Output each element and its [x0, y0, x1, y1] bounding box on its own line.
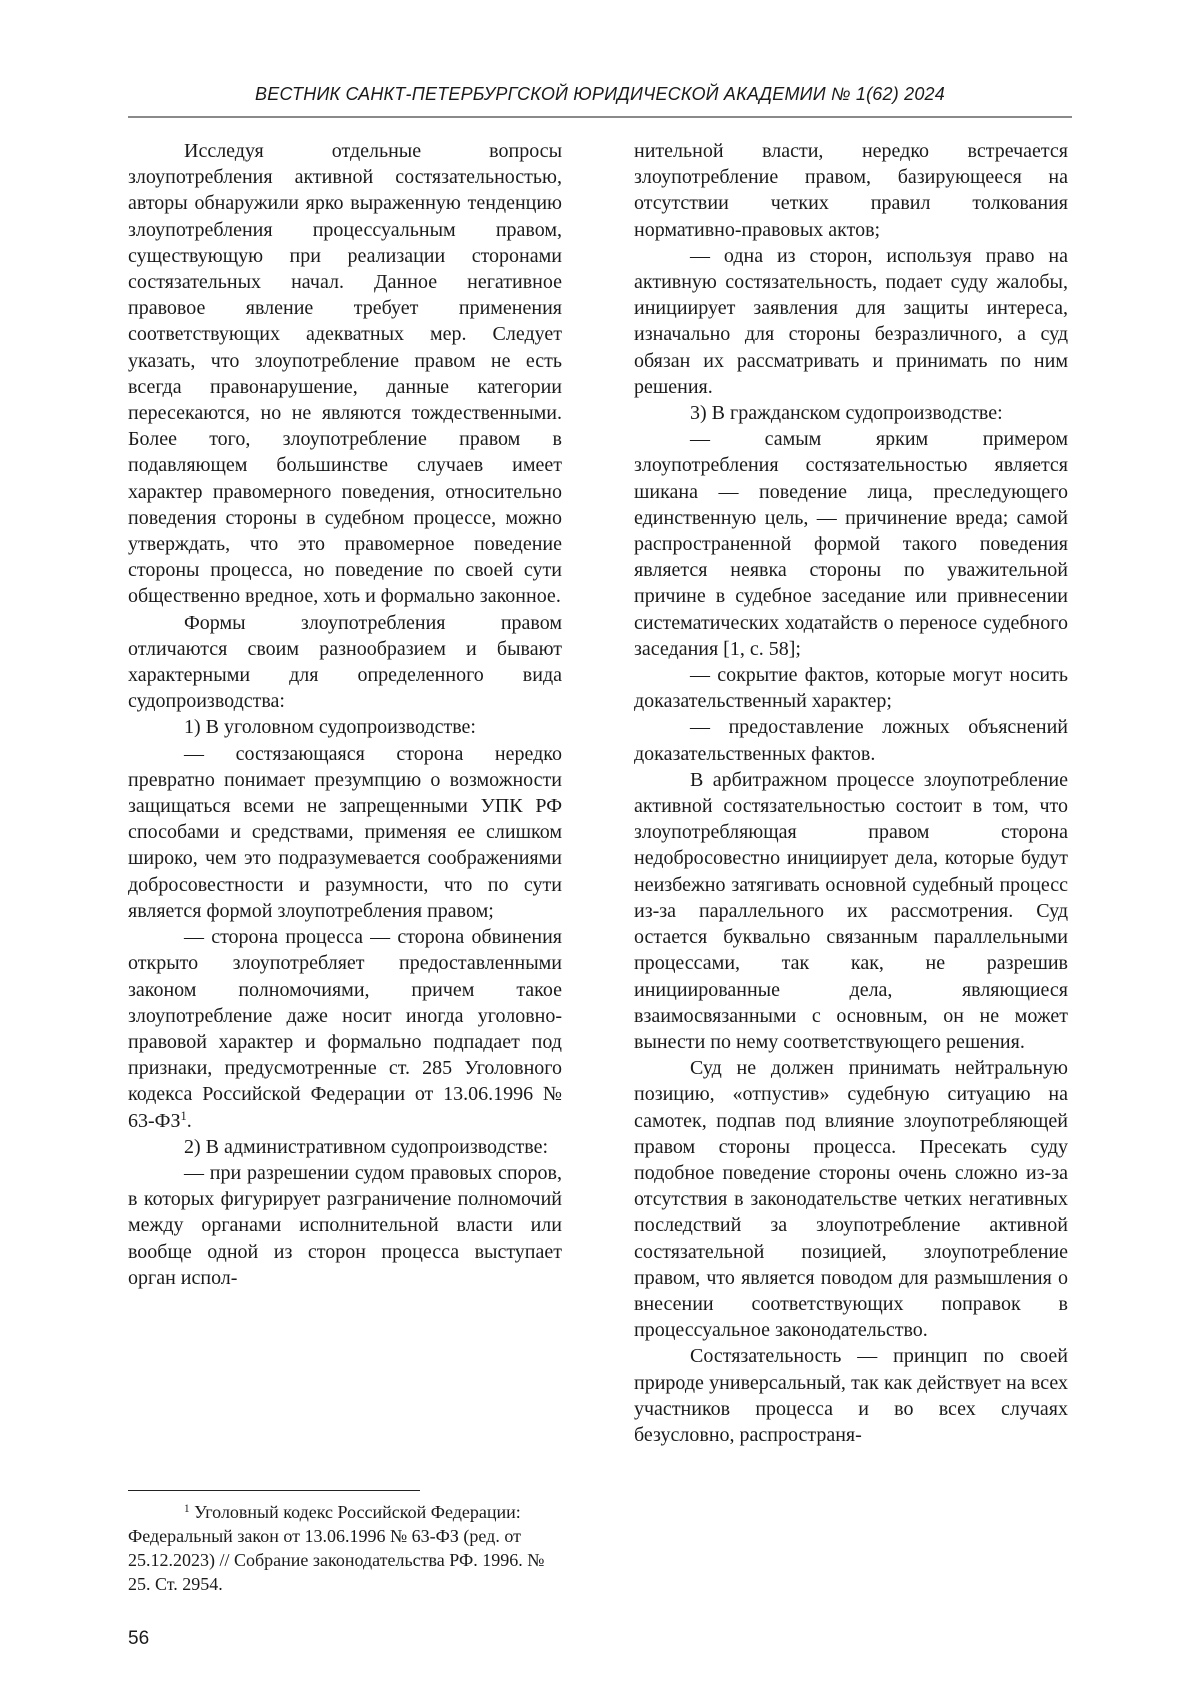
paragraph: Исследуя отдельные вопросы злоупотребления активной состязательностью, авторы обнаружили ярко выраженную тенденцию злоупотребления процессуальным правом, существующую при реализации сторонами состязательных начал. Данное негативное правовое явление требует применения соответствующих адекватных мер. Следует указать, что злоупотребление правом не есть всегда правонарушение, данные категории пересекаются, но не являются тождественными. Более того, злоупотребление правом в подавляющем большинстве случаев имеет характер правомерного поведения, относительно поведения стороны в судебном процессе, можно утверждать, что это правомерное поведение стороны процесса, но поведение по своей сути общественно вредное, хоть и формально законное.	[128, 140, 562, 608]
paragraph: Состязательность — принцип по своей природе универсальный, так как действует на всех участников процесса и во всех случаях безусловно, распространя-	[634, 1345, 1068, 1446]
footnote-rule	[128, 1490, 420, 1491]
footnote-body: Уголовный кодекс Российской Федерации: Федеральный закон от 13.06.1996 № 63-ФЗ (ред. от 25.12.2023) // Собрание законодательства РФ. 1996. № 25. Ст. 2954.	[128, 1502, 545, 1594]
paragraph: В арбитражном процессе злоупотребление активной состязательностью состоит в том, что злоупотребляющая правом сторона недобросовестно инициирует дела, которые будут неизбежно затягивать основной судебный процесс из-за параллельного их рассмотрения. Суд остается буквально связанным параллельными процессами, так как, не разрешив инициированные дела, являющиеся взаимосвязанными с основным, он не может вынести по нему соответствующего решения.	[634, 768, 1068, 1053]
paragraph: — при разрешении судом правовых споров, в которых фигурирует разграничение полномочий между органами исполнительной власти или вообще одной из сторон процесса выступает орган испол-	[128, 1161, 562, 1289]
paragraph-text: — сторона процесса — сторона обвинения открыто злоупотребляет предоставленными законом полномочиями, причем такое злоупотребление даже носит иногда уголовно-правовой характер и формально подпадает под признаки, предусмотренные ст. 285 Уголовного кодекса Российской Федерации от 13.06.1996 № 63-ФЗ	[128, 926, 562, 1132]
paragraph: — одна из сторон, используя право на активную состязательность, подает суду жалобы, инициирует заявления для защиты интереса, изначально для стороны безразличного, а суд обязан их рассматривать и принимать по ним решения.	[634, 244, 1068, 398]
paragraph: Суд не должен принимать нейтральную позицию, «отпустив» судебную ситуацию на самотек, подпав под влияние злоупотребляющей правом стороны процесса. Пресекать суду подобное поведение стороны очень сложно из-за отсутствия в законодательстве четких негативных последствий за злоупотребление активной состязательной позицией, злоупотребление правом, что является поводом для размышления о внесении соответствующих поправок в процессуальное законодательство.	[634, 1057, 1068, 1342]
paragraph: 2) В административном судопроизводстве:	[184, 1135, 549, 1158]
footnote	[128, 1500, 562, 1596]
paragraph: — предоставление ложных объяснений доказательственных фактов.	[634, 716, 1068, 765]
paragraph: Формы злоупотребления правом отличаются своим разнообразием и бывают характерными для определенного вида судопроизводства:	[128, 611, 562, 713]
paragraph: — сокрытие фактов, которые могут носить доказательственный характер;	[634, 664, 1068, 713]
left-column	[128, 138, 562, 1291]
paragraph: — самым ярким примером злоупотребления состязательностью является шикана — поведение лица, преследующего единственную цель, — причинение вреда; самой распространенной формой такого поведения является неявка стороны по уважительной причине в судебное заседание или привнесении систематических ходатайств о переносе судебного заседания [1, с. 58];	[634, 428, 1068, 660]
paragraph-end: .	[186, 1109, 192, 1132]
paragraph: 1) В уголовном судопроизводстве:	[184, 716, 476, 739]
footnote-marker: 1	[184, 1502, 190, 1515]
footnote-ref[interactable]: 1	[180, 1108, 187, 1123]
right-column	[634, 138, 1068, 1448]
paragraph: — состязающаяся сторона нередко превратно понимает презумпцию о возможности защищаться всеми не запрещенными УПК РФ способами и средствами, применяя ее слишком широко, чем это подразумевается соображениями добросовестности и разумности, что по сути является формой злоупотребления правом;	[128, 742, 562, 922]
footnote-text	[128, 1500, 562, 1596]
page-number: 56	[128, 1628, 150, 1649]
paragraph	[128, 924, 562, 1134]
paragraph: 3) В гражданском судопроизводстве:	[690, 402, 1003, 425]
journal-header: ВЕСТНИК САНКТ-ПЕТЕРБУРГСКОЙ ЮРИДИЧЕСКОЙ АКАДЕМИИ № 1(62) 2024	[255, 84, 945, 104]
header-rule	[128, 116, 1072, 118]
paragraph: нительной власти, нередко встречается злоупотребление правом, базирующееся на отсутствии четких правил толкования нормативно-правовых актов;	[634, 140, 1068, 241]
